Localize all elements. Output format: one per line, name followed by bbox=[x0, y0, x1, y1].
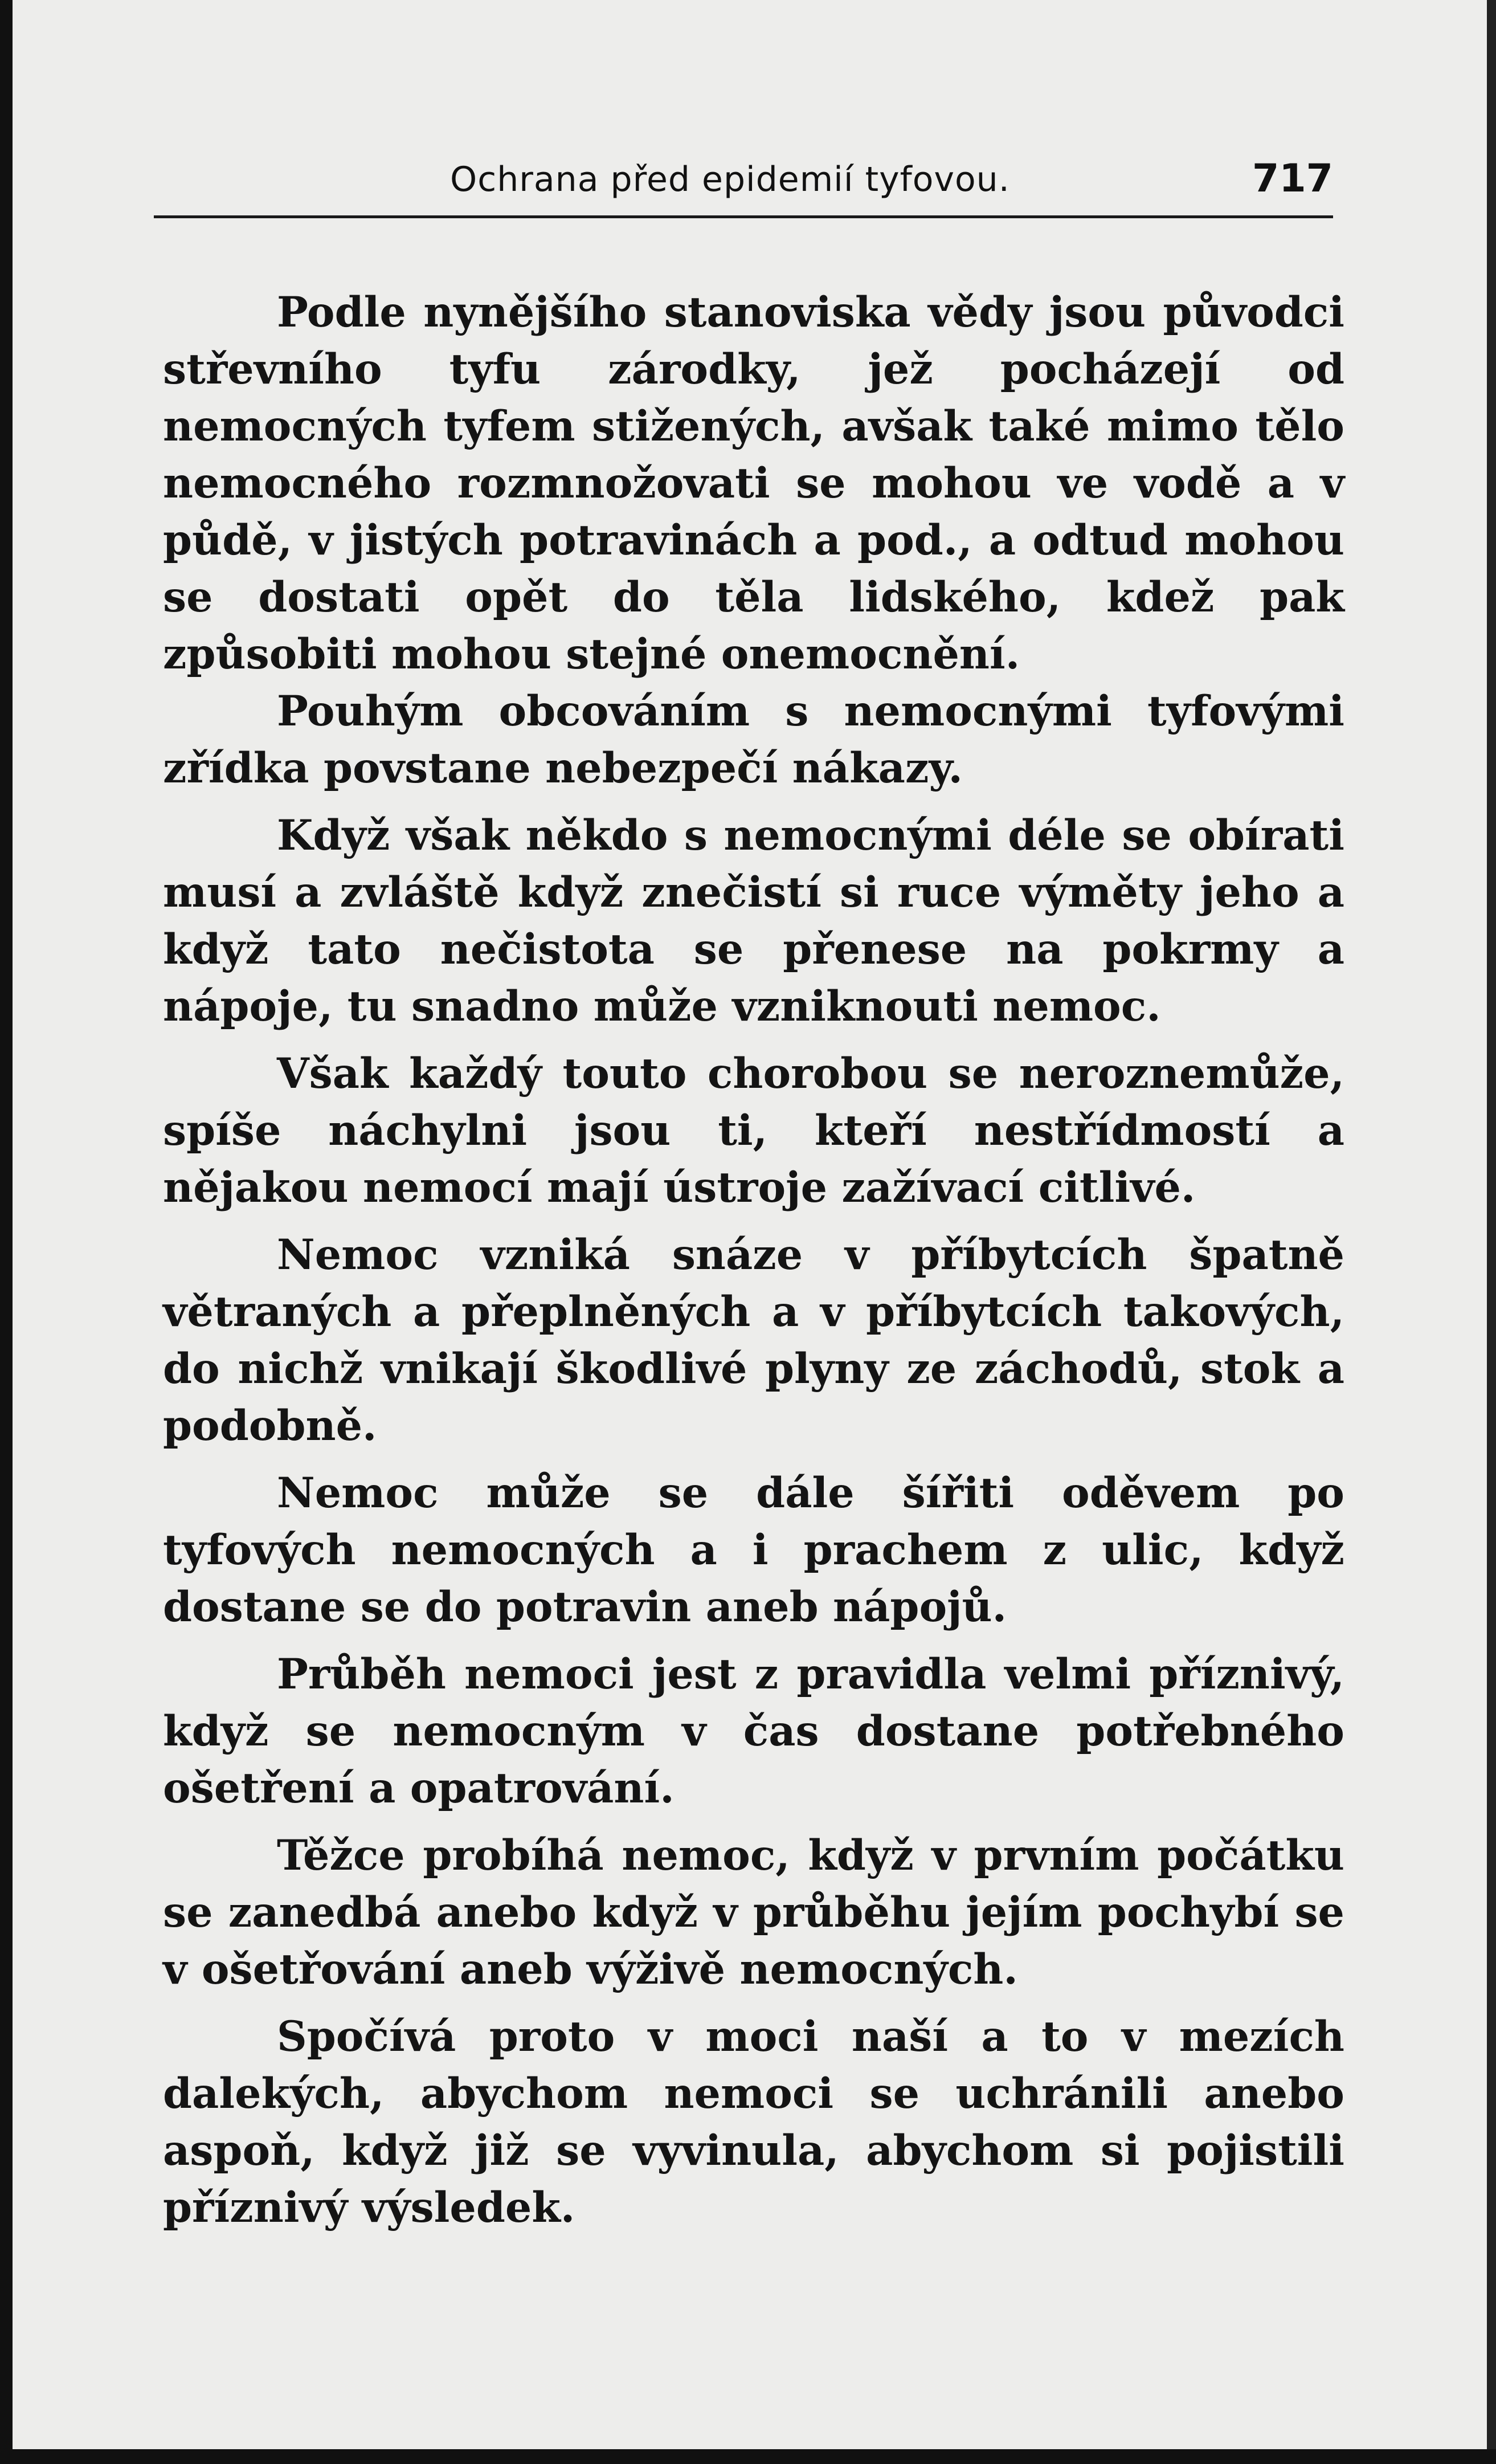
paragraph: Však každý touto chorobou se neroznemůže, spíše náchylni jsou ti, kteří nestřídmostí a nějakou nemocí mají ústroje zažívací citlivé. bbox=[163, 1049, 1344, 1212]
paragraph: Nemoc může se dále šířiti oděvem po tyfových nemocných a i prachem z ulic, když dostane se do potravin aneb nápojů. bbox=[163, 1468, 1344, 1631]
page-number: 717 bbox=[1252, 156, 1333, 201]
paragraph: Nemoc vzniká snáze v příbytcích špatně větraných a přeplněných a v příbytcích takových, do nichž vnikají škodlivé plyny ze záchodů, stok a podobně. bbox=[163, 1230, 1344, 1450]
page-header bbox=[154, 149, 1333, 212]
scan-border-bottom bbox=[0, 2449, 1496, 2464]
paragraph: Podle nynějšího stanoviska vědy jsou původci střevního tyfu zárodky, jež pocházejí od nemocných tyfem stižených, avšak také mimo tělo nemocného rozmnožovati se mohou ve vodě a v půdě, v jistých potravinách a pod., a odtud mohou se dostati opět do těla lidského, kdež pak způsobiti mohou stejné onemocnění. bbox=[163, 288, 1344, 679]
scan-border-right bbox=[1487, 0, 1496, 2464]
body-text bbox=[163, 284, 1344, 2236]
paragraph: Pouhým obcováním s nemocnými tyfovými zřídka povstane nebezpečí nákazy. bbox=[163, 687, 1344, 793]
scan-border-left bbox=[0, 0, 13, 2464]
header-rule bbox=[154, 215, 1333, 218]
paragraph: Průběh nemoci jest z pravidla velmi příznivý, když se nemocným v čas dostane potřebného ošetření a opatrování. bbox=[163, 1650, 1344, 1813]
paragraph: Když však někdo s nemocnými déle se obírati musí a zvláště když znečistí si ruce výměty jeho a když tato nečistota se přenese na pokrmy a nápoje, tu snadno může vzniknouti nemoc. bbox=[163, 811, 1344, 1031]
paragraph: Těžce probíhá nemoc, když v prvním počátku se zanedbá anebo když v průběhu jejím pochybí se v ošetřování aneb výživě nemocných. bbox=[163, 1831, 1344, 1994]
paragraph: Spočívá proto v moci naší a to v mezích dalekých, abychom nemoci se uchránili anebo aspoň, když již se vyvinula, abychom si pojistili příznivý výsledek. bbox=[163, 2012, 1344, 2232]
running-title: Ochrana před epidemií tyfovou. bbox=[450, 160, 1010, 199]
